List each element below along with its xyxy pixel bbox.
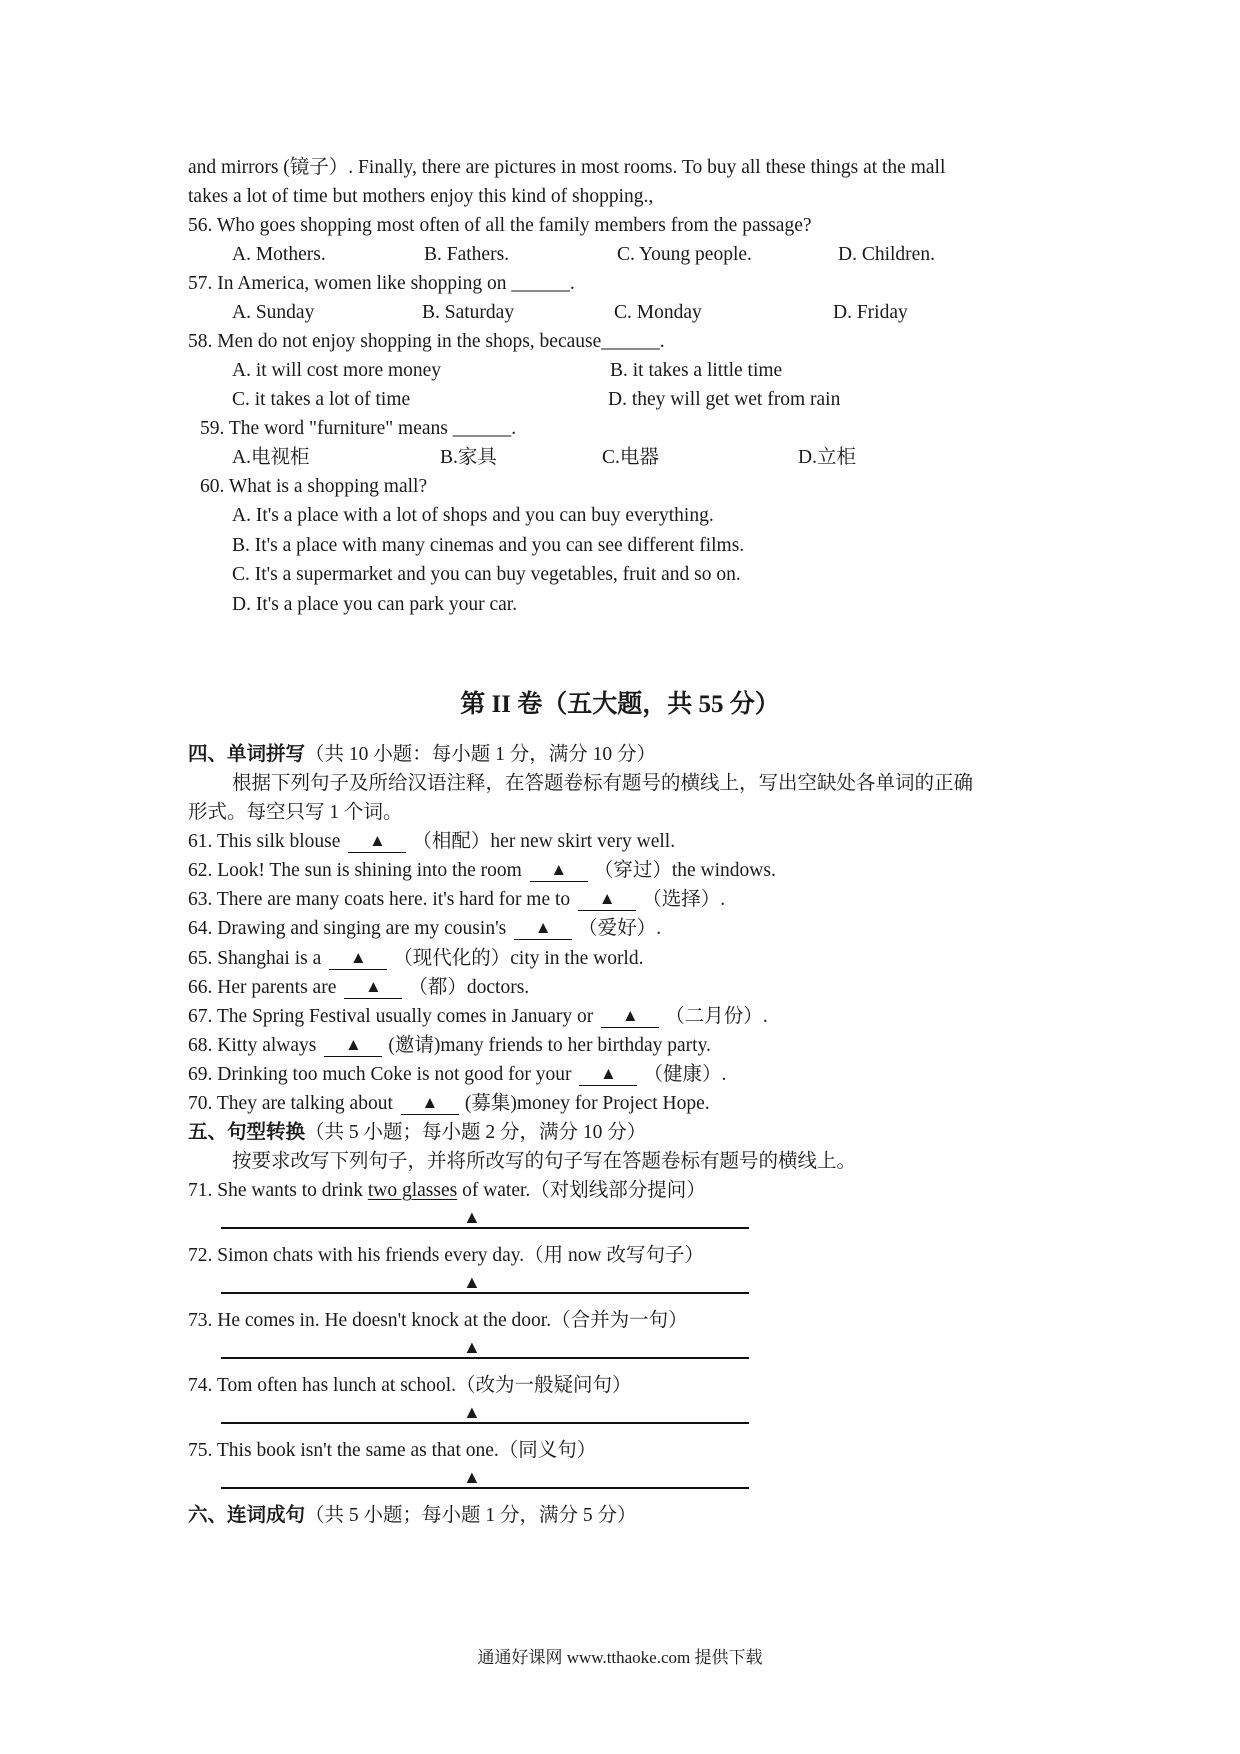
answer-blank: ▲ <box>344 976 402 999</box>
q60-option-d: D. It's a place you can park your car. <box>232 594 518 615</box>
q57-option-a: A. Sunday <box>232 302 315 323</box>
item-text: 70. They are talking about <box>188 1093 393 1114</box>
question-57: 57. In America, women like shopping on ______. <box>188 273 575 294</box>
answer-marker: ▲ <box>463 1272 481 1292</box>
item-text: 63. There are many coats here. it's hard for me to <box>188 889 571 910</box>
item-text: 66. Her parents are <box>188 977 337 998</box>
section4-instruction-2: 形式。每空只写 1 个词。 <box>188 802 403 823</box>
section4-instruction-1: 根据下列句子及所给汉语注释，在答题卷标有题号的横线上，写出空缺处各单词的正确 <box>232 773 974 794</box>
item-text-after: . <box>720 889 726 910</box>
item-text-after: her new skirt very well. <box>490 831 676 852</box>
section5-header <box>188 1119 646 1147</box>
item-text: 68. Kitty always <box>188 1035 317 1056</box>
spelling-item-62 <box>188 857 776 885</box>
q60-option-c: C. It's a supermarket and you can buy vegetables, fruit and so on. <box>232 564 741 585</box>
q58-option-d: D. they will get wet from rain <box>608 389 841 410</box>
item-text-after: . <box>656 918 662 939</box>
spelling-item-69 <box>188 1061 726 1089</box>
section5-heading: 五、句型转换 <box>188 1122 306 1143</box>
spelling-item-64 <box>188 915 661 943</box>
answer-line-71 <box>221 1227 749 1229</box>
transform-item-75: 75. This book isn't the same as that one.（同义句） <box>188 1440 597 1461</box>
q59-option-c: C.电器 <box>602 447 659 468</box>
section6-heading: 六、连词成句 <box>188 1505 306 1526</box>
answer-marker: ▲ <box>463 1402 481 1422</box>
answer-blank: ▲ <box>329 947 387 970</box>
item-text-after: city in the world. <box>510 948 644 969</box>
q59-option-a: A.电视柜 <box>232 447 310 468</box>
q57-option-b: B. Saturday <box>422 302 515 323</box>
answer-line-72 <box>221 1292 749 1294</box>
question-58: 58. Men do not enjoy shopping in the shops, because______. <box>188 331 665 352</box>
q57-option-d: D. Friday <box>833 302 908 323</box>
section4-header <box>188 741 656 769</box>
section5-instruction: 按要求改写下列句子，并将所改写的句子写在答题卷标有题号的横线上。 <box>232 1151 857 1172</box>
answer-marker: ▲ <box>463 1337 481 1357</box>
item-hint: （二月份） <box>665 1006 763 1027</box>
item-hint: (募集) <box>464 1093 517 1114</box>
answer-blank: ▲ <box>601 1005 659 1028</box>
item-text-after: many friends to her birthday party. <box>440 1035 711 1056</box>
answer-blank: ▲ <box>324 1034 382 1057</box>
item-text-after: money for Project Hope. <box>516 1093 710 1114</box>
section4-heading-note: （共 10 小题：每小题 1 分，满分 10 分） <box>305 744 657 765</box>
answer-line-74 <box>221 1422 749 1424</box>
q56-option-d: D. Children. <box>838 244 935 265</box>
item-text-after: . <box>762 1006 768 1027</box>
item-hint: （选择） <box>642 889 721 910</box>
answer-blank: ▲ <box>530 859 588 882</box>
q58-option-a: A. it will cost more money <box>232 360 442 381</box>
question-59: 59. The word "furniture" means ______. <box>200 418 517 439</box>
item-text: 65. Shanghai is a <box>188 948 322 969</box>
transform-item-73: 73. He comes in. He doesn't knock at the door.（合并为一句） <box>188 1310 688 1331</box>
transform-item-74: 74. Tom often has lunch at school.（改为一般疑问句） <box>188 1375 632 1396</box>
item-text-after: . <box>721 1064 727 1085</box>
footer-credit: 通通好课网 www.tthaoke.com 提供下载 <box>477 1648 763 1667</box>
answer-blank: ▲ <box>579 1063 637 1086</box>
answer-marker: ▲ <box>463 1467 481 1487</box>
q59-option-b: B.家具 <box>440 447 497 468</box>
answer-blank: ▲ <box>578 888 636 911</box>
part2-title: 第 II 卷（五大题，共 55 分） <box>460 691 780 718</box>
passage-line-1: and mirrors (镜子）. Finally, there are pictures in most rooms. To buy all these things at the mall <box>188 157 946 178</box>
spelling-item-70 <box>188 1090 710 1118</box>
underlined-part: two glasses <box>367 1180 458 1201</box>
passage-line-2: takes a lot of time but mothers enjoy this kind of shopping., <box>188 186 654 207</box>
answer-line-73 <box>221 1357 749 1359</box>
q56-option-b: B. Fathers. <box>424 244 510 265</box>
spelling-item-61 <box>188 828 675 856</box>
q60-option-a: A. It's a place with a lot of shops and you can buy everything. <box>232 505 714 526</box>
section4-heading: 四、单词拼写 <box>188 744 306 765</box>
transform-item-71 <box>188 1177 706 1205</box>
q58-option-c: C. it takes a lot of time <box>232 389 411 410</box>
item-hint: （爱好） <box>578 918 657 939</box>
q57-option-c: C. Monday <box>614 302 702 323</box>
item-hint: （健康） <box>643 1064 722 1085</box>
section6-heading-note: （共 5 小题；每小题 1 分，满分 5 分） <box>305 1505 637 1526</box>
q60-option-b: B. It's a place with many cinemas and you can see different films. <box>232 535 745 556</box>
spelling-item-66 <box>188 974 529 1002</box>
spelling-item-68 <box>188 1032 711 1060</box>
question-60: 60. What is a shopping mall? <box>200 476 428 497</box>
question-56: 56. Who goes shopping most often of all the family members from the passage? <box>188 215 812 236</box>
item-hint: （穿过） <box>593 860 672 881</box>
transform-item-72: 72. Simon chats with his friends every day.（用 now 改写句子） <box>188 1245 704 1266</box>
item-text: 61. This silk blouse <box>188 831 341 852</box>
q56-option-c: C. Young people. <box>617 244 752 265</box>
section6-header <box>188 1502 637 1530</box>
q59-option-d: D.立柜 <box>798 447 856 468</box>
spelling-item-67 <box>188 1003 768 1031</box>
answer-blank: ▲ <box>348 830 406 853</box>
item-text: 67. The Spring Festival usually comes in January or <box>188 1006 594 1027</box>
q58-option-b: B. it takes a little time <box>610 360 783 381</box>
answer-blank: ▲ <box>514 917 572 940</box>
item-text-after: the windows. <box>671 860 776 881</box>
item-hint: （都） <box>408 977 467 998</box>
item-text: 62. Look! The sun is shining into the room <box>188 860 522 881</box>
answer-marker: ▲ <box>463 1207 481 1227</box>
spelling-item-65 <box>188 945 643 973</box>
answer-blank: ▲ <box>401 1092 459 1115</box>
item-text: 71. She wants to drink <box>188 1180 368 1201</box>
item-text-after: of water.（对划线部分提问） <box>457 1180 706 1201</box>
spelling-item-63 <box>188 886 725 914</box>
answer-line-75 <box>221 1487 749 1489</box>
item-text-after: doctors. <box>466 977 530 998</box>
item-hint: (邀请) <box>388 1035 441 1056</box>
q56-option-a: A. Mothers. <box>232 244 326 265</box>
item-hint: （相配） <box>412 831 491 852</box>
item-hint: （现代化的） <box>393 948 511 969</box>
item-text: 64. Drawing and singing are my cousin's <box>188 918 507 939</box>
section5-heading-note: （共 5 小题；每小题 2 分，满分 10 分） <box>305 1122 647 1143</box>
item-text: 69. Drinking too much Coke is not good for your <box>188 1064 572 1085</box>
